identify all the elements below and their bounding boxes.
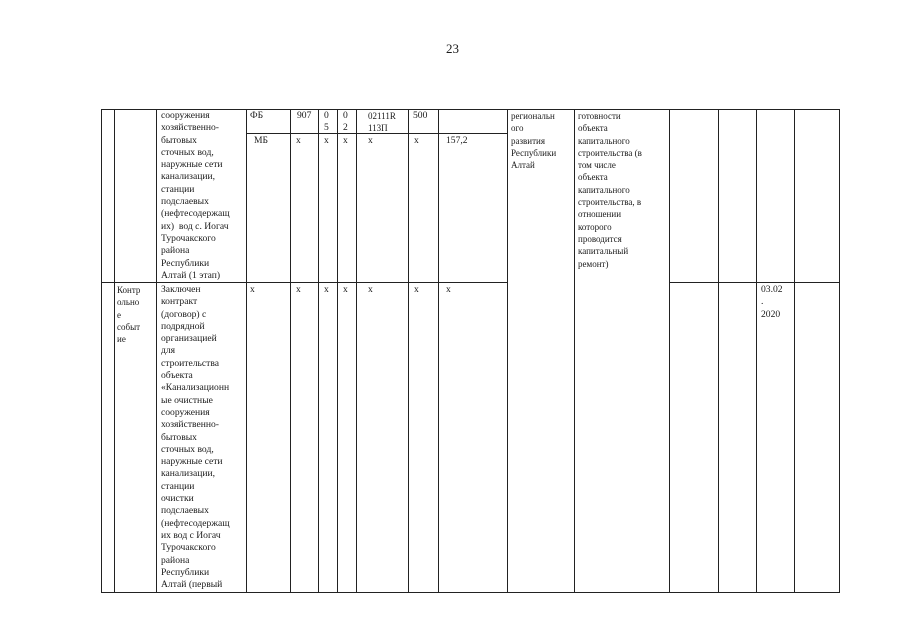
col-border xyxy=(246,109,247,593)
row1-fb-vr: 500 xyxy=(413,110,428,121)
row1-indicator: готовности объекта капитального строительства (в том числе объекта капитального строительства, в отношении которого проводится капитальный ремонт) xyxy=(578,111,642,269)
row1-mb-source: МБ xyxy=(254,135,269,146)
row1-mb-csr: х xyxy=(368,135,373,146)
row2-type: Контр ольно е событ ие xyxy=(117,285,141,345)
row2-vr: х xyxy=(414,284,419,295)
col-border xyxy=(356,109,357,593)
row1-fb-rz: 0 5 xyxy=(324,110,329,134)
row1-description: сооружения хозяйственно- бытовых сточных вод, наружные сети канализации, станции подслаевых (нефтесодержащ их) вод с. Иогач Турочакского района Республики Алтай (1 этап) xyxy=(161,110,230,281)
row2-amount: х xyxy=(446,284,451,295)
row1-fb-csr: 02111R 113П xyxy=(368,111,396,134)
col-border xyxy=(438,109,439,593)
col-border xyxy=(337,109,338,593)
col-border xyxy=(114,109,115,593)
row1-responsible: региональн ого развития Республики Алтай xyxy=(511,111,557,171)
col-border xyxy=(318,109,319,593)
col-border xyxy=(756,109,757,593)
row1-fb-pr: 0 2 xyxy=(343,110,348,134)
row-separator-right xyxy=(669,282,840,283)
col-border xyxy=(794,109,795,593)
row2-pr: х xyxy=(343,284,348,295)
col-border xyxy=(718,109,719,593)
row1-mb-rz: х xyxy=(324,135,329,146)
col-border xyxy=(290,109,291,593)
col-border xyxy=(101,109,102,593)
row2-description: Заключен контракт (договор) с подрядной организацией для строительства объекта «Канализационн ые очистные сооружения хозяйственно- бытовых сточных вод, наружные сети канализации, станции очистки подслаевых (нефтесодержащ их вод с Иогач Турочакского района Республики Алтай (первый xyxy=(161,284,230,591)
row1-mb-grbs: х xyxy=(296,135,301,146)
row2-rz: х xyxy=(324,284,329,295)
row1-fb-source: ФБ xyxy=(250,110,264,121)
page-number: 23 xyxy=(446,41,459,56)
col-border xyxy=(507,109,508,593)
col-border xyxy=(574,109,575,593)
row2-grbs: х xyxy=(296,284,301,295)
col-border xyxy=(839,109,840,593)
col-border xyxy=(669,109,670,593)
row2-csr: х xyxy=(368,284,373,295)
col-border xyxy=(408,109,409,593)
row1-mb-vr: х xyxy=(414,135,419,146)
table-bottom-border xyxy=(101,592,840,593)
row2-source: х xyxy=(250,284,255,295)
row1-mb-pr: х xyxy=(343,135,348,146)
row1-fb-grbs: 907 xyxy=(297,110,312,121)
col-border xyxy=(156,109,157,593)
row2-date: 03.02 . 2020 xyxy=(761,284,783,320)
row1-mb-amount: 157,2 xyxy=(446,135,468,146)
